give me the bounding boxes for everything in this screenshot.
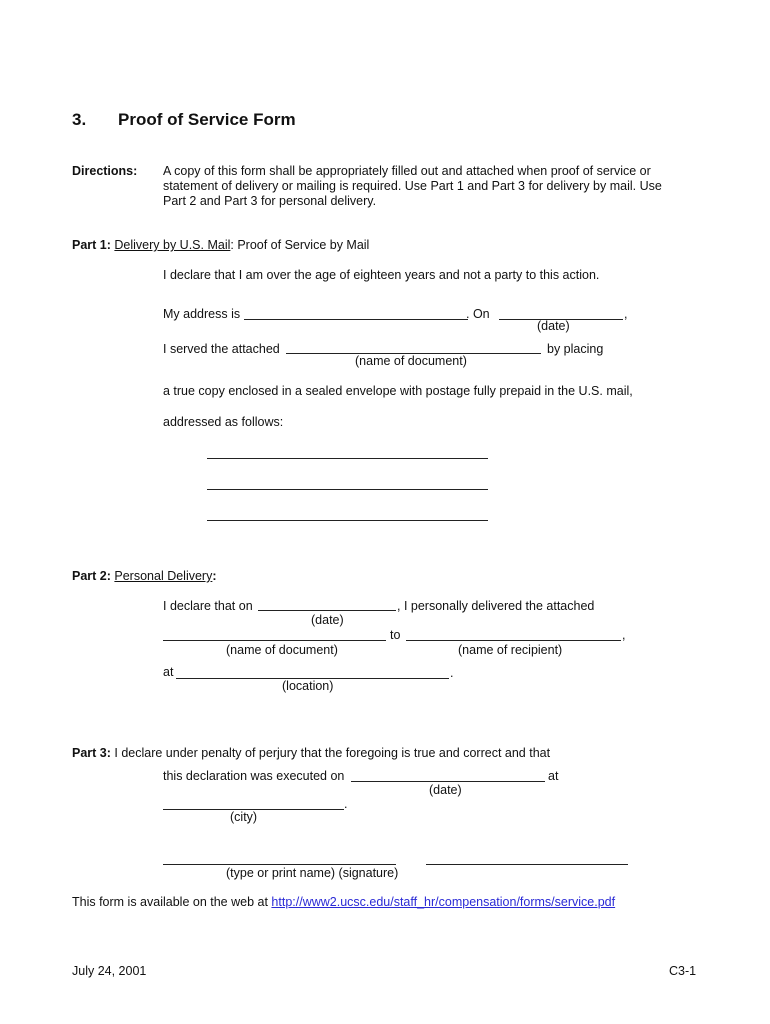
date-caption: (date): [311, 613, 344, 627]
period: .: [344, 797, 348, 811]
addressed-text: addressed as follows:: [163, 415, 284, 429]
at-label: at: [163, 665, 174, 679]
period: .: [450, 666, 454, 680]
true-copy-text: a true copy enclosed in a sealed envelope with postage fully prepaid in the U.S. mail,: [163, 384, 633, 398]
address-line[interactable]: [244, 319, 468, 320]
comma: ,: [624, 307, 628, 321]
part3-line-1: I declare under penalty of perjury that the foregoing is true and correct and that: [114, 746, 551, 760]
declare-on-label: I declare that on: [163, 599, 253, 613]
address-label: My address is: [163, 307, 241, 321]
form-url-link[interactable]: http://www2.ucsc.edu/staff_hr/compensation/forms/service.pdf: [271, 895, 616, 909]
revision-date: July 24, 2001: [72, 964, 147, 978]
comma: ,: [622, 628, 626, 642]
recipient-caption: (name of recipient): [458, 643, 563, 657]
served-label: I served the attached: [163, 342, 280, 356]
at-label: at: [548, 769, 559, 783]
address-line-3[interactable]: [207, 520, 488, 521]
recipient-line[interactable]: [406, 640, 621, 641]
directions-line-2: statement of delivery or mailing is required. Use Part 1 and Part 3 for delivery by mail. Use: [163, 179, 662, 193]
part1-declare-text: I declare that I am over the age of eighteen years and not a party to this action.: [163, 268, 600, 282]
date-caption: (date): [537, 319, 570, 333]
on-label: . On: [466, 307, 490, 321]
printed-name-line[interactable]: [163, 864, 396, 865]
address-line-2[interactable]: [207, 489, 488, 490]
page-code: C3-1: [669, 964, 697, 978]
delivered-text: , I personally delivered the attached: [397, 599, 595, 613]
location-caption: (location): [282, 679, 334, 693]
by-placing-text: by placing: [547, 342, 604, 356]
to-label: to: [390, 628, 401, 642]
part2-heading-colon: :: [212, 569, 217, 583]
directions-label: Directions:: [72, 164, 138, 178]
signature-line[interactable]: [426, 864, 628, 865]
execution-date-line[interactable]: [351, 781, 545, 782]
directions-line-1: A copy of this form shall be appropriately filled out and attached when proof of service or: [163, 164, 651, 178]
document-caption: (name of document): [355, 354, 467, 368]
address-line-1[interactable]: [207, 458, 488, 459]
document-caption: (name of document): [226, 643, 338, 657]
city-caption: (city): [230, 810, 258, 824]
part1-label: Part 1:: [72, 238, 111, 252]
section-number: 3.: [72, 110, 87, 129]
delivered-document-line[interactable]: [163, 640, 386, 641]
part2-heading: [72, 569, 217, 583]
part1-heading-underlined: Delivery by U.S. Mail: [114, 238, 231, 252]
part1-heading: [72, 238, 369, 252]
directions-line-3: Part 2 and Part 3 for personal delivery.: [163, 194, 377, 208]
availability-text: This form is available on the web at: [72, 895, 268, 909]
delivery-date-line[interactable]: [258, 610, 396, 611]
page-title: Proof of Service Form: [118, 110, 296, 129]
part3-heading: [72, 746, 550, 760]
executed-on-label: this declaration was executed on: [163, 769, 345, 783]
part2-label: Part 2:: [72, 569, 111, 583]
part3-label: Part 3:: [72, 746, 111, 760]
part2-heading-underlined: Personal Delivery: [114, 569, 213, 583]
part1-heading-rest: : Proof of Service by Mail: [230, 238, 370, 252]
availability-line: [72, 895, 615, 909]
date-caption: (date): [429, 783, 462, 797]
signature-caption: (type or print name) (signature): [226, 866, 399, 880]
